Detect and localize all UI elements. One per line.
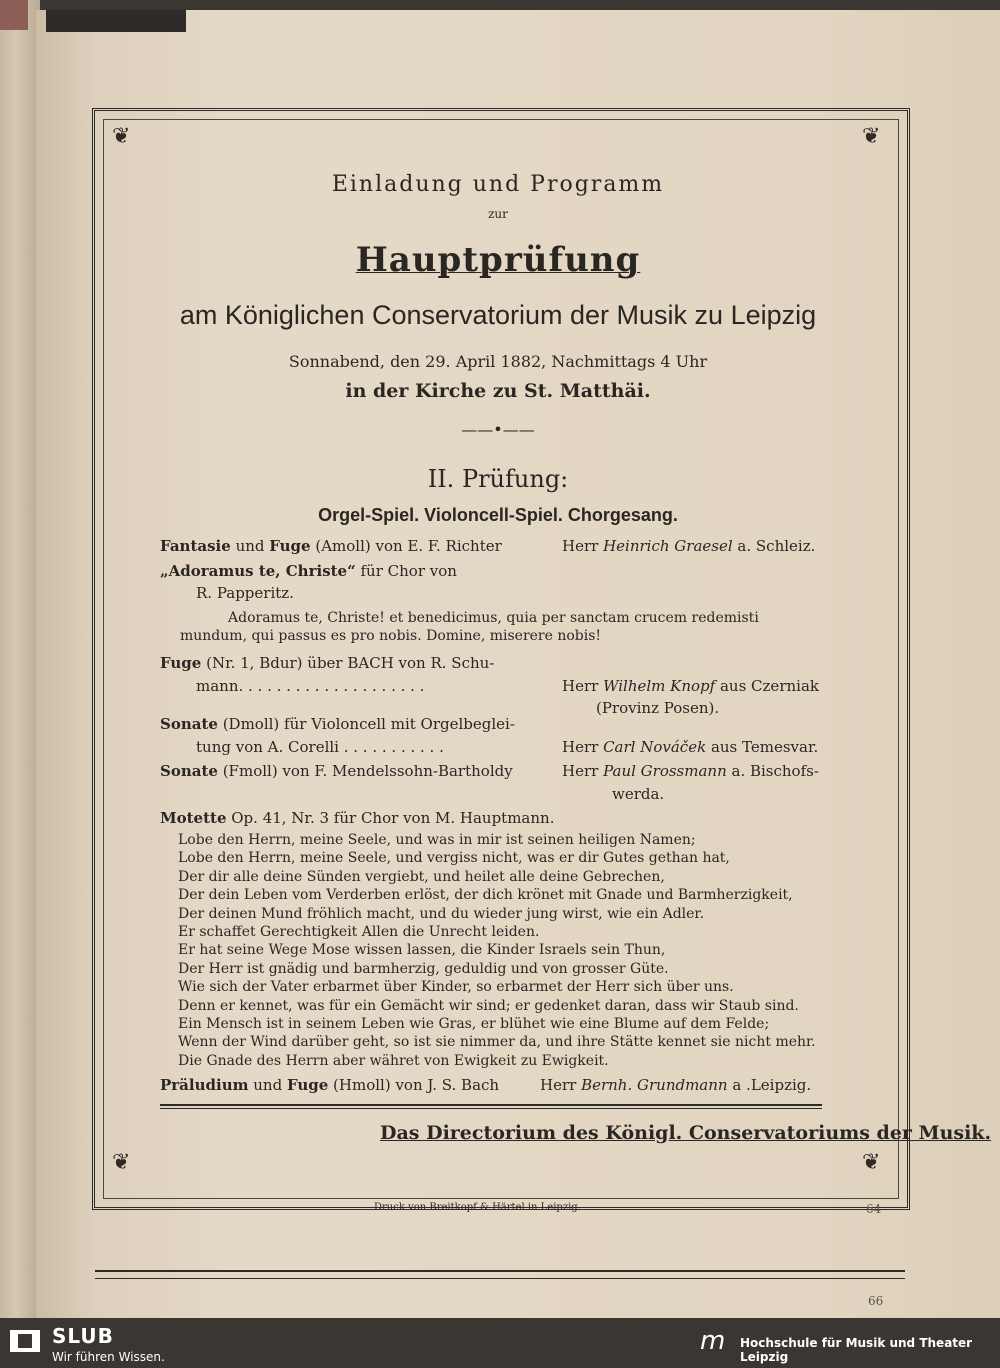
lyric-line: Ein Mensch ist in seinem Leben wie Gras, er blühet wie eine Blume auf dem Felde;	[178, 1016, 770, 1032]
viewer-footer	[0, 1318, 1000, 1368]
lyric-line: Er schaffet Gerechtigkeit Allen die Unrecht leiden.	[178, 924, 540, 940]
lyric-line: Der dein Leben vom Verderben erlöst, der dich krönet mit Gnade und Barmherzigkeit,	[178, 887, 793, 904]
corner-ornament-icon: ❦	[112, 124, 131, 149]
work-detail: (Nr. 1, Bdur) über BACH von R. Schu-	[201, 654, 495, 672]
title-invitation: Einladung und Programm	[331, 172, 665, 197]
performer-1	[562, 537, 815, 555]
title-conservatorium: am Königlichen Conservatorium der Musik zu Leipzig	[179, 300, 817, 330]
lyric-line: Er hat seine Wege Mose wissen lassen, die Kinder Israels sein Thun,	[178, 942, 666, 959]
divider-rule	[160, 1104, 822, 1106]
work-title: Präludium	[160, 1076, 249, 1094]
program-item-3	[160, 654, 494, 672]
program-item-5	[160, 762, 513, 780]
event-date: Sonnabend, den 29. April 1882, Nachmittags 4 Uhr	[288, 352, 708, 371]
work-detail: (Dmoll) für Violoncell mit Orgelbeglei-	[217, 715, 515, 733]
lyric-line: Lobe den Herrn, meine Seele, und vergiss nicht, was er dir Gutes gethan hat,	[178, 850, 730, 867]
lyric-line: Der deinen Mund fröhlich macht, und du wieder jung wirst, wie ein Adler.	[178, 905, 705, 922]
program-item-1	[160, 537, 502, 555]
book-binding	[0, 0, 40, 1318]
work-title: Sonate	[160, 762, 218, 780]
event-place: in der Kirche zu St. Matthäi.	[345, 380, 651, 402]
program-item-2	[160, 562, 457, 580]
text: Herr	[540, 1076, 582, 1094]
work-title: Sonate	[160, 715, 218, 733]
work-title: Fuge	[286, 1076, 329, 1094]
section-title: II. Prüfung:	[427, 465, 569, 493]
lyric-line: Wenn der Wind darüber geht, so ist sie nimmer da, und ihre Stätte kennet sie nicht mehr.	[178, 1034, 816, 1051]
top-strip	[46, 10, 186, 32]
lyric-line: Der Herr ist gnädig und barmherzig, geduldig und von grosser Güte.	[178, 960, 669, 977]
work-detail: (Hmoll) von J. S. Bach	[328, 1076, 500, 1094]
title-zur: zur	[488, 207, 508, 221]
hmt-logo-icon: m	[700, 1326, 726, 1356]
work-title: Fantasie	[160, 537, 231, 555]
lyric-line: Der dir alle deine Sünden vergiebt, und heilet alle deine Gebrechen,	[178, 868, 665, 885]
slub-brand[interactable]: SLUB	[52, 1324, 114, 1348]
text: Herr	[562, 537, 604, 555]
performer-origin: a. Bischofs-	[726, 762, 819, 780]
lyric-line: Lobe den Herrn, meine Seele, und was in mir ist seinen heiligen Namen;	[178, 832, 696, 848]
page-number: 64	[866, 1202, 882, 1216]
performer-3	[562, 677, 819, 695]
performer-name: Carl Nováček	[603, 738, 707, 756]
corner-ornament-icon: ❦	[862, 1150, 881, 1175]
section-subtitle: Orgel-Spiel. Violoncell-Spiel. Chorgesang.	[318, 505, 678, 525]
page-number-lower: 66	[868, 1294, 884, 1308]
lyric-line: Wie sich der Vater erbarmet über Kinder, so erbarmet der Herr sich über uns.	[178, 979, 734, 996]
directorium-signature: Das Directorium des Königl. Conservatoriums der Musik.	[380, 1122, 992, 1144]
performer-origin: aus Czerniak	[715, 677, 819, 695]
slub-logo-icon	[10, 1330, 40, 1352]
program-item-2-line2: R. Papperitz.	[196, 584, 294, 602]
divider-ornament: ——•——	[461, 420, 535, 439]
program-item-6	[160, 809, 554, 827]
work-title: Motette	[160, 809, 227, 827]
program-item-7	[160, 1076, 499, 1094]
text: Herr	[562, 677, 604, 695]
lyric-line: Adoramus te, Christe! et benedicimus, quia per sanctam crucem redemisti	[228, 610, 759, 626]
work-title: „Adoramus te, Christe“	[160, 562, 356, 580]
corner-ornament-icon: ❦	[112, 1150, 131, 1175]
program-item-4	[160, 715, 515, 733]
underlying-page-edge	[95, 1270, 905, 1279]
lyric-line: Denn er kennet, was für ein Gemächt wir sind; er gedenket daran, dass wir Staub sind.	[178, 997, 799, 1014]
text: Herr	[562, 738, 604, 756]
performer-7	[540, 1076, 811, 1094]
binding-cloth	[0, 0, 28, 30]
work-detail: für Chor von	[355, 562, 457, 580]
corner-ornament-icon: ❦	[862, 124, 881, 149]
performer-origin: a .Leipzig.	[727, 1076, 812, 1094]
performer-name: Heinrich Graesel	[603, 537, 733, 555]
performer-origin: aus Temesvar.	[706, 738, 819, 756]
lyric-line: mundum, qui passus es pro nobis. Domine, miserere nobis!	[180, 628, 602, 644]
title-hauptpruefung: Hauptprüfung	[355, 240, 641, 280]
text: und	[230, 537, 270, 555]
performer-name: Paul Grossmann	[603, 762, 727, 780]
printer-imprint: Druck von Breitkopf & Härtel in Leipzig.	[374, 1202, 581, 1213]
slub-tagline: Wir führen Wissen.	[52, 1350, 165, 1364]
work-title: Fuge	[160, 654, 202, 672]
work-detail: Op. 41, Nr. 3 für Chor von M. Hauptmann.	[226, 809, 555, 827]
performer-3-origin: (Provinz Posen).	[596, 699, 720, 717]
performer-5	[562, 762, 819, 780]
performer-5-origin: werda.	[612, 785, 665, 803]
work-title: Fuge	[269, 537, 311, 555]
work-detail: (Fmoll) von F. Mendelssohn-Bartholdy	[217, 762, 513, 780]
text: und	[248, 1076, 287, 1094]
program-item-3-line2: mann. . . . . . . . . . . . . . . . . . . .	[196, 677, 425, 695]
performer-origin: a. Schleiz.	[732, 537, 816, 555]
program-item-4-line2: tung von A. Corelli . . . . . . . . . . .	[196, 738, 444, 756]
performer-4	[562, 738, 818, 756]
lyric-line: Die Gnade des Herrn aber währet von Ewigkeit zu Ewigkeit.	[178, 1052, 609, 1069]
text: Herr	[562, 762, 604, 780]
performer-name: Wilhelm Knopf	[603, 677, 716, 695]
divider-rule	[160, 1108, 822, 1109]
work-detail: (Amoll) von E. F. Richter	[310, 537, 502, 555]
hmt-institution[interactable]: Hochschule für Musik und Theater Leipzig	[740, 1336, 973, 1364]
performer-name: Bernh. Grundmann	[581, 1076, 728, 1094]
